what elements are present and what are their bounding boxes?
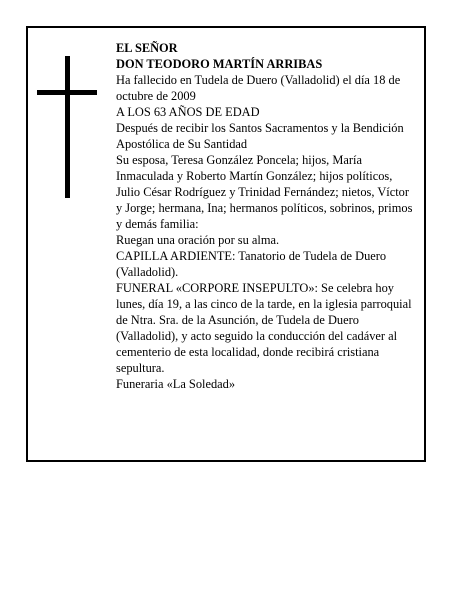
funeral-info: FUNERAL «CORPORE INSEPULTO»: Se celebra hoy lunes, día 19, a las cinco de la tarde, en la iglesia parroquial de Ntra. Sra. de la Asunción, de Tudela de Duero (Valladolid), y acto seguido la conducción del cadáver al cementerio de esta localidad, donde recibirá cristiana sepultura. — [116, 281, 412, 375]
family-list: Su esposa, Teresa González Poncela; hijos, María Inmaculada y Roberto Martín González; hijos políticos, Julio César Rodríguez y Trinidad Fernández; nietos, Víctor y Jorge; hermana, Ina; hermanos políticos, sobrinos, primos y demás familia: — [116, 153, 413, 231]
cross-icon — [37, 56, 97, 198]
chapel-info: CAPILLA ARDIENTE: Tanatorio de Tudela de Duero (Valladolid). — [116, 249, 387, 279]
age-line: A LOS 63 AÑOS DE EDAD — [116, 105, 260, 119]
deceased-name: DON TEODORO MARTÍN ARRIBAS — [116, 57, 323, 71]
notice-heading: EL SEÑOR — [116, 41, 178, 55]
obituary-notice — [26, 26, 426, 462]
cross-vertical-bar — [65, 56, 70, 198]
funeral-home: Funeraria «La Soledad» — [116, 377, 236, 391]
cross-horizontal-bar — [37, 90, 97, 95]
notice-text — [116, 40, 416, 392]
death-announcement: Ha fallecido en Tudela de Duero (Valladolid) el día 18 de octubre de 2009 — [116, 73, 401, 103]
sacraments-line: Después de recibir los Santos Sacramentos y la Bendición Apostólica de Su Santidad — [116, 121, 404, 151]
prayer-request: Ruegan una oración por su alma. — [116, 233, 280, 247]
